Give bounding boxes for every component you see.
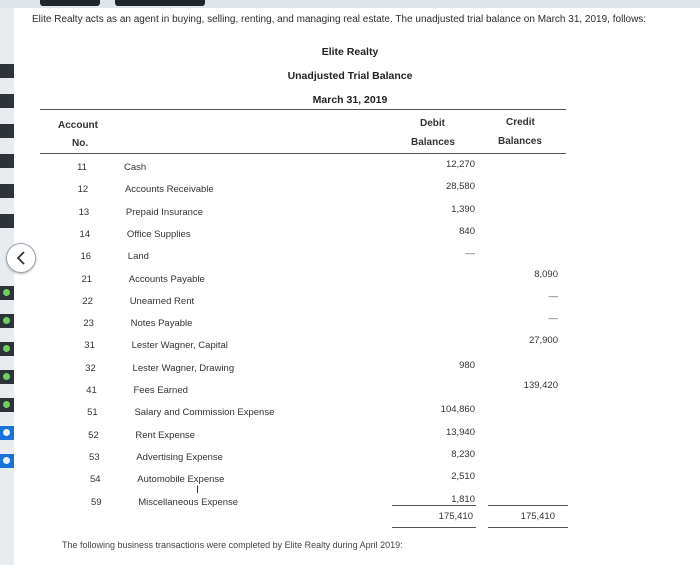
- account-name: Lester Wagner, Capital: [131, 340, 228, 352]
- debit-amount: 980: [459, 359, 475, 371]
- account-number: 51: [87, 407, 98, 419]
- debit-amount: —: [465, 248, 475, 260]
- column-header-credit: Credit: [506, 117, 535, 128]
- account-name: Automobile Expense: [137, 474, 225, 486]
- column-header-debit: Debit: [420, 118, 445, 129]
- debit-amount: 2,510: [451, 471, 475, 483]
- debit-amount: 28,580: [445, 181, 475, 193]
- left-sidebar-edge: [0, 8, 14, 565]
- debit-amount: 104,860: [440, 404, 475, 416]
- current-step-icon[interactable]: [0, 426, 14, 440]
- problem-intro: Elite Realty acts as an agent in buying, selling, renting, and managing real estate. The unadjusted trial balance on March 31, 2019, follows:: [32, 14, 647, 25]
- column-header-debit-balances: Balances: [411, 137, 455, 148]
- credit-total: 175,410: [520, 511, 555, 522]
- account-name: Accounts Payable: [128, 273, 205, 285]
- debit-amount: 8,230: [451, 448, 475, 460]
- account-name: Prepaid Insurance: [125, 206, 203, 218]
- chevron-left-icon: [13, 250, 29, 266]
- account-number: 52: [88, 429, 99, 441]
- account-name: Office Supplies: [126, 228, 191, 240]
- account-number: 31: [84, 340, 95, 352]
- credit-amount: 139,420: [523, 380, 558, 391]
- account-number: 59: [90, 496, 102, 508]
- company-name: Elite Realty: [321, 46, 379, 58]
- account-name: Accounts Receivable: [124, 184, 214, 196]
- credit-amount: 27,900: [528, 335, 558, 347]
- account-name: Cash: [124, 162, 147, 173]
- progress-dot-icon[interactable]: [0, 398, 14, 412]
- account-name: Fees Earned: [133, 385, 188, 396]
- credit-amount: 8,090: [534, 268, 558, 280]
- account-number: 12: [77, 184, 89, 196]
- account-name: Salary and Commission Expense: [134, 407, 275, 419]
- account-number: 53: [89, 451, 100, 463]
- text-cursor-icon: I: [196, 484, 200, 496]
- account-name: Lester Wagner, Drawing: [132, 362, 235, 374]
- report-date: March 31, 2019: [312, 94, 388, 106]
- credit-total-rule: [488, 505, 568, 506]
- sidebar-marker[interactable]: [0, 154, 14, 168]
- sidebar-marker[interactable]: [0, 124, 14, 138]
- account-number: 22: [82, 295, 93, 307]
- credit-amount: —: [548, 313, 558, 325]
- debit-amount: 1,810: [451, 493, 475, 505]
- debit-total: 175,410: [438, 511, 473, 522]
- account-name: Land: [127, 251, 149, 263]
- column-header-account-no: No.: [72, 138, 89, 149]
- account-number: 32: [85, 362, 96, 374]
- account-name: Unearned Rent: [129, 295, 195, 307]
- account-number: 11: [77, 162, 87, 173]
- account-number: 41: [86, 385, 97, 396]
- debit-amount: 1,390: [451, 203, 475, 215]
- account-name: Notes Payable: [130, 318, 193, 330]
- account-number: 14: [79, 228, 91, 240]
- progress-dot-icon[interactable]: [0, 370, 14, 384]
- progress-dot-icon[interactable]: [0, 342, 14, 356]
- account-name: Advertising Expense: [136, 451, 223, 463]
- debit-total-rule: [392, 505, 476, 506]
- report-title: Unadjusted Trial Balance: [287, 70, 413, 82]
- current-step-icon[interactable]: [0, 454, 14, 468]
- credit-amount: —: [548, 290, 558, 302]
- account-number: 21: [81, 273, 93, 285]
- next-instructions: The following business transactions were completed by Elite Realty during April 2019:: [62, 540, 403, 550]
- sidebar-marker[interactable]: [0, 214, 14, 228]
- account-number: 54: [90, 474, 101, 486]
- toolbar-button[interactable]: [115, 0, 205, 6]
- header-bottom-rule: [40, 153, 566, 154]
- debit-total-double-rule: [392, 527, 476, 528]
- progress-dot-icon[interactable]: [0, 314, 14, 328]
- toolbar-button[interactable]: [40, 0, 100, 6]
- account-name: Miscellaneous Expense: [138, 496, 239, 508]
- table-top-rule: [40, 109, 566, 110]
- credit-total-double-rule: [488, 527, 568, 528]
- progress-dot-icon[interactable]: [0, 286, 14, 300]
- debit-amount: 12,270: [445, 159, 475, 170]
- column-header-account: Account: [58, 120, 98, 131]
- debit-amount: 13,940: [445, 426, 475, 438]
- account-name: Rent Expense: [135, 429, 196, 441]
- account-number: 16: [80, 251, 92, 263]
- account-number: 13: [78, 206, 90, 218]
- sidebar-marker[interactable]: [0, 184, 14, 198]
- account-number: 23: [83, 318, 94, 330]
- top-toolbar: [0, 0, 700, 8]
- debit-amount: 840: [459, 225, 475, 237]
- back-button[interactable]: [6, 243, 36, 273]
- column-header-credit-balances: Balances: [498, 136, 542, 147]
